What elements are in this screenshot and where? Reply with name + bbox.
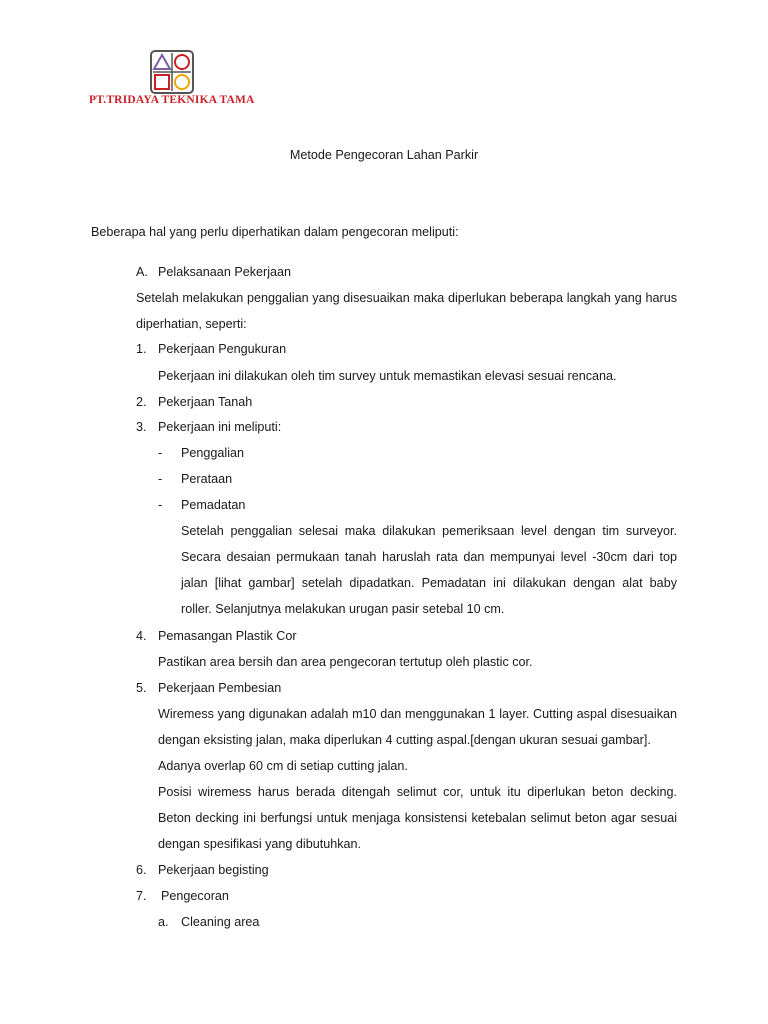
section-a-para-line: diperhatian, seperti:: [136, 317, 247, 331]
paragraph-line: Posisi wiremess harus berada ditengah selimut cor, untuk itu diperlukan beton decking.: [158, 785, 677, 799]
paragraph-line: jalan [lihat gambar] setelah dipadatkan. Pemadatan ini dilakukan dengan alat baby: [181, 576, 677, 590]
section-a-para-line: Setelah melakukan penggalian yang disesuaikan maka diperlukan beberapa langkah yang harus: [136, 291, 677, 305]
paragraph-line: roller. Selanjutnya melakukan urugan pasir setebal 10 cm.: [181, 602, 505, 616]
list-item-title: Pekerjaan Pengukuran: [158, 342, 287, 356]
list-number: 6.: [136, 863, 147, 877]
paragraph-line: Adanya overlap 60 cm di setiap cutting jalan.: [158, 759, 408, 773]
list-number: 7.: [136, 889, 147, 903]
sub-list-item: Perataan: [181, 472, 233, 486]
list-number: 5.: [136, 681, 147, 695]
list-item-title: Pekerjaan Pembesian: [158, 681, 282, 695]
page-title: Metode Pengecoran Lahan Parkir: [289, 148, 479, 162]
paragraph-line: Secara desaian permukaan tanah haruslah rata dan mempunyai level -30cm dari top: [181, 550, 677, 564]
sub-list-item: Cleaning area: [181, 915, 260, 929]
list-item-title: Pekerjaan begisting: [158, 863, 269, 877]
sub-list-marker: a.: [158, 915, 169, 929]
list-item-title: Pengecoran: [161, 889, 229, 903]
sub-list-dash: -: [158, 498, 163, 512]
intro-text: Beberapa hal yang perlu diperhatikan dalam pengecoran meliputi:: [91, 225, 459, 239]
paragraph-line: dengan eksisting jalan, maka diperlukan 4 cutting aspal.[dengan ukuran sesuai gambar].: [158, 733, 651, 747]
company-logo: [150, 50, 194, 94]
section-a-marker: A.: [136, 265, 148, 279]
list-item-title: Pekerjaan ini meliputi:: [158, 420, 282, 434]
sub-list-dash: -: [158, 472, 163, 486]
list-number: 4.: [136, 629, 147, 643]
paragraph-line: Setelah penggalian selesai maka dilakukan pemeriksaan level dengan tim surveyor.: [181, 524, 677, 538]
sub-list-dash: -: [158, 446, 163, 460]
list-item-desc: Pastikan area bersih dan area pengecoran tertutup oleh plastic cor.: [158, 655, 533, 669]
sub-list-item: Pemadatan: [181, 498, 246, 512]
list-item-title: Pemasangan Plastik Cor: [158, 629, 297, 643]
list-item-title: Pekerjaan Tanah: [158, 395, 253, 409]
list-number: 2.: [136, 395, 147, 409]
sub-list-item: Penggalian: [181, 446, 245, 460]
list-number: 3.: [136, 420, 147, 434]
list-item-desc: Pekerjaan ini dilakukan oleh tim survey untuk memastikan elevasi sesuai rencana.: [158, 369, 617, 383]
paragraph-line: Wiremess yang digunakan adalah m10 dan menggunakan 1 layer. Cutting aspal disesuaikan: [158, 707, 677, 721]
section-a-title: Pelaksanaan Pekerjaan: [158, 265, 292, 279]
list-number: 1.: [136, 342, 147, 356]
paragraph-line: Beton decking ini berfungsi untuk menjaga konsistensi ketebalan selimut beton agar sesuai: [158, 811, 677, 825]
paragraph-line: dengan spesifikasi yang dibutuhkan.: [158, 837, 362, 851]
company-name: PT.TRIDAYA TEKNIKA TAMA: [89, 94, 255, 106]
